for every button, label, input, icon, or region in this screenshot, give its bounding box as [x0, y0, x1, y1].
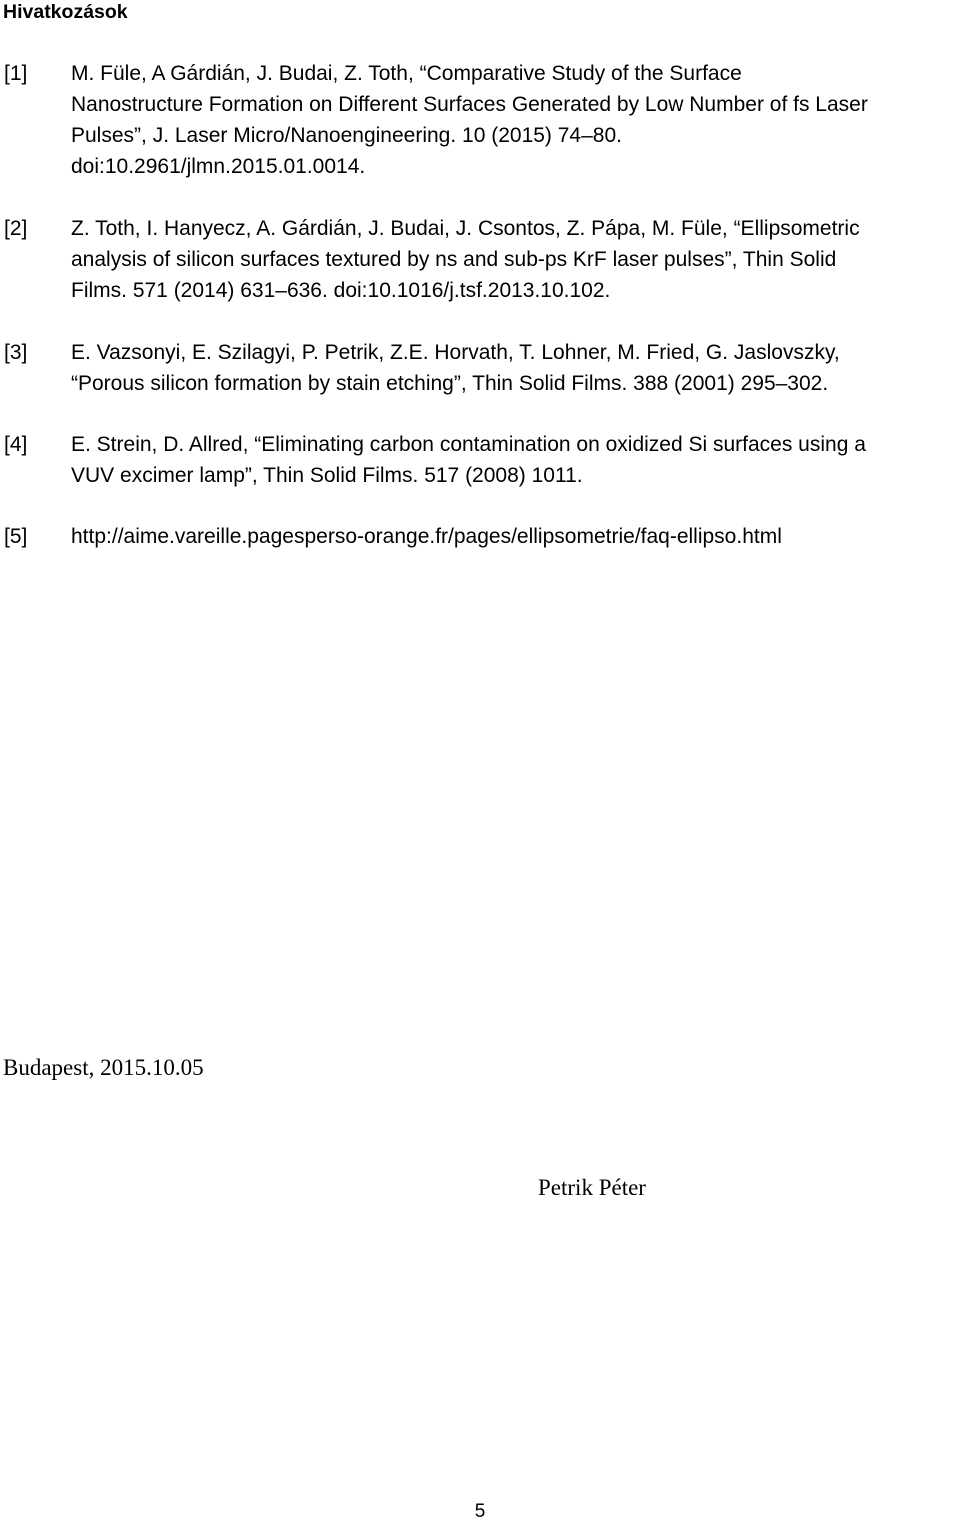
signature-place-date: Budapest, 2015.10.05: [3, 1055, 204, 1080]
reference-text: [71, 337, 959, 399]
reference-line: VUV excimer lamp”, Thin Solid Films. 517 (2008) 1011.: [71, 464, 583, 487]
reference-text: [71, 58, 959, 182]
reference-line: E. Vazsonyi, E. Szilagyi, P. Petrik, Z.E. Horvath, T. Lohner, M. Fried, G. Jaslovszky,: [71, 341, 840, 364]
reference-text: [71, 429, 959, 491]
page-number: 5: [474, 1501, 486, 1522]
reference-line: Films. 571 (2014) 631–636. doi:10.1016/j.tsf.2013.10.102.: [71, 279, 611, 302]
signature-name: Petrik Péter: [538, 1175, 646, 1200]
reference-line: Z. Toth, I. Hanyecz, A. Gárdián, J. Budai, J. Csontos, Z. Pápa, M. Füle, “Ellipsometric: [71, 217, 860, 240]
reference-number: [4]: [4, 433, 28, 456]
reference-number: [3]: [4, 341, 28, 364]
reference-number: [5]: [4, 525, 28, 548]
reference-text: [71, 521, 959, 552]
reference-number: [1]: [4, 62, 28, 85]
reference-line: E. Strein, D. Allred, “Eliminating carbon contamination on oxidized Si surfaces using a: [71, 433, 866, 456]
reference-url: http://aime.vareille.pagesperso-orange.fr/pages/ellipsometrie/faq-ellipso.html: [71, 525, 782, 548]
reference-line: Nanostructure Formation on Different Surfaces Generated by Low Number of fs Laser: [71, 93, 868, 116]
reference-line: doi:10.2961/jlmn.2015.01.0014.: [71, 155, 366, 178]
reference-line: “Porous silicon formation by stain etching”, Thin Solid Films. 388 (2001) 295–302.: [71, 372, 829, 395]
reference-line: Pulses”, J. Laser Micro/Nanoengineering. 10 (2015) 74–80.: [71, 124, 622, 147]
reference-number: [2]: [4, 217, 28, 240]
reference-line: M. Füle, A Gárdián, J. Budai, Z. Toth, “Comparative Study of the Surface: [71, 62, 742, 85]
page-heading: Hivatkozások: [3, 1, 128, 23]
reference-text: [71, 213, 959, 306]
reference-line: analysis of silicon surfaces textured by ns and sub-ps KrF laser pulses”, Thin Solid: [71, 248, 837, 271]
